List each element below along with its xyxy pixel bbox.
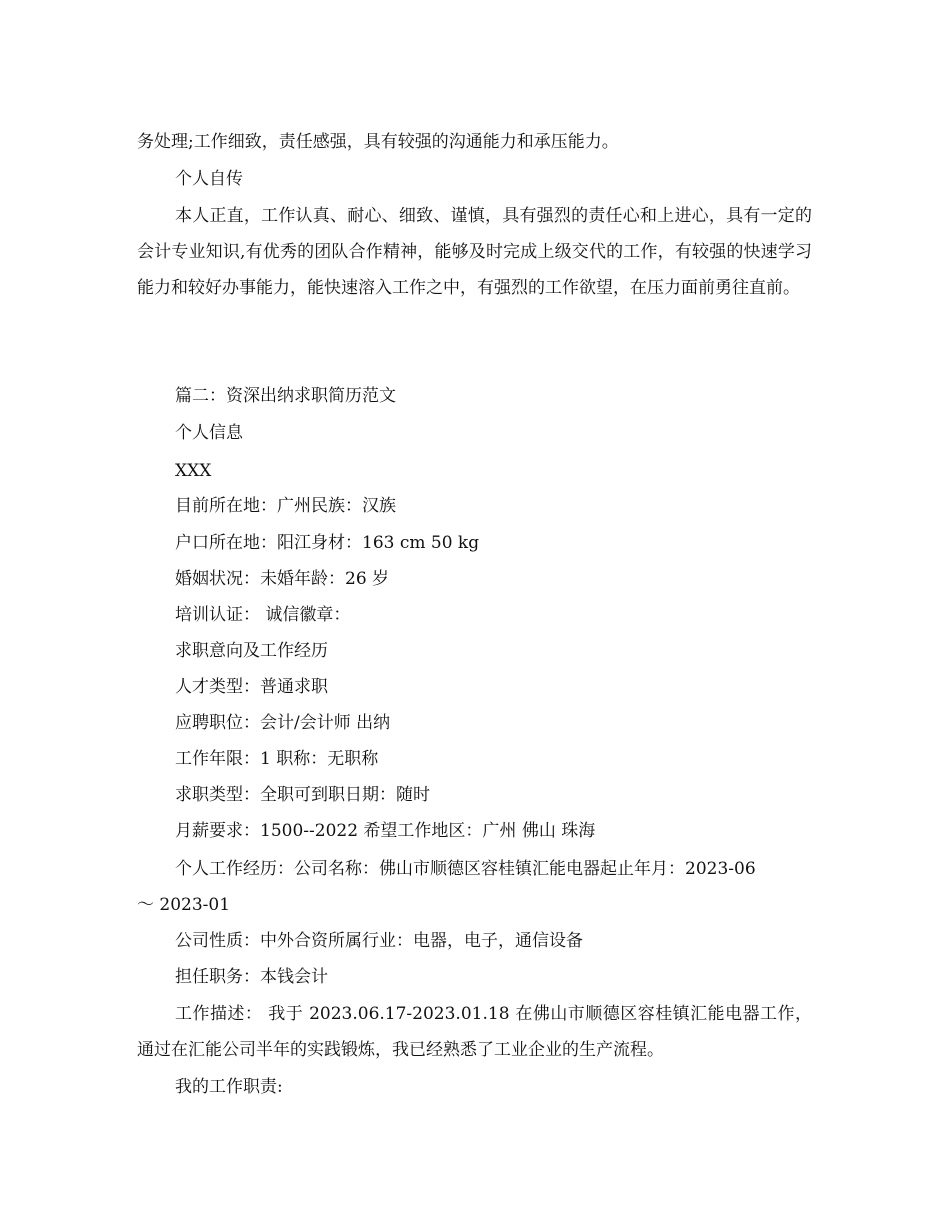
paragraph-autobiography: 本人正直，工作认真、耐心、细致、谨慎，具有强烈的责任心和上进心，具有一定的会计专业知识,有优秀的团队合作精神，能够及时完成上级交代的工作，有较强的快速学习能力和较好办事能力，能快速溶入工作之中，有强烈的工作欲望，在压力面前勇往直前。 (137, 206, 812, 298)
text-line-talent-type: 人才类型：普通求职 (175, 677, 328, 697)
text-line-marital: 婚姻状况：未婚年龄：26 岁 (175, 569, 390, 589)
text-line-job-type: 求职类型：全职可到职日期：随时 (175, 785, 430, 805)
text-line-name: XXX (175, 461, 212, 481)
text-line-location: 目前所在地：广州民族：汉族 (175, 496, 396, 516)
text-line-years: 工作年限：1 职称：无职称 (175, 749, 379, 769)
text-line-company-nature: 公司性质：中外合资所属行业：电器，电子，通信设备 (175, 931, 583, 951)
text-line-certification: 培训认证： 诚信徽章： (175, 605, 351, 625)
text-line-continuation: 务处理;工作细致，责任感强，具有较强的沟通能力和承压能力。 (137, 132, 619, 152)
text-line-hukou: 户口所在地：阳江身材：163 cm 50 kg (175, 533, 480, 553)
text-line-position: 应聘职位：会计/会计师 出纳 (175, 713, 391, 733)
text-line-duties: 我的工作职责: (175, 1077, 283, 1097)
section-heading-job-intent: 求职意向及工作经历 (175, 641, 328, 661)
text-line-work-history: 个人工作经历：公司名称：佛山市顺德区容桂镇汇能电器起止年月：2023-06 (175, 859, 756, 879)
text-line-job-title: 担任职务：本钱会计 (175, 967, 328, 987)
article-heading: 篇二：资深出纳求职简历范文 (175, 386, 396, 406)
text-line-work-history-continuation: ～ 2023-01 (137, 895, 231, 915)
section-heading-personal-info: 个人信息 (175, 423, 243, 443)
section-heading-autobiography: 个人自传 (175, 169, 243, 189)
paragraph-work-description: 工作描述： 我于 2023.06.17-2023.01.18 在佛山市顺德区容桂镇汇能电器工作，通过在汇能公司半年的实践锻炼，我已经熟悉了工业企业的生产流程。 (137, 1004, 812, 1060)
text-line-salary: 月薪要求：1500--2022 希望工作地区：广州 佛山 珠海 (175, 821, 596, 841)
